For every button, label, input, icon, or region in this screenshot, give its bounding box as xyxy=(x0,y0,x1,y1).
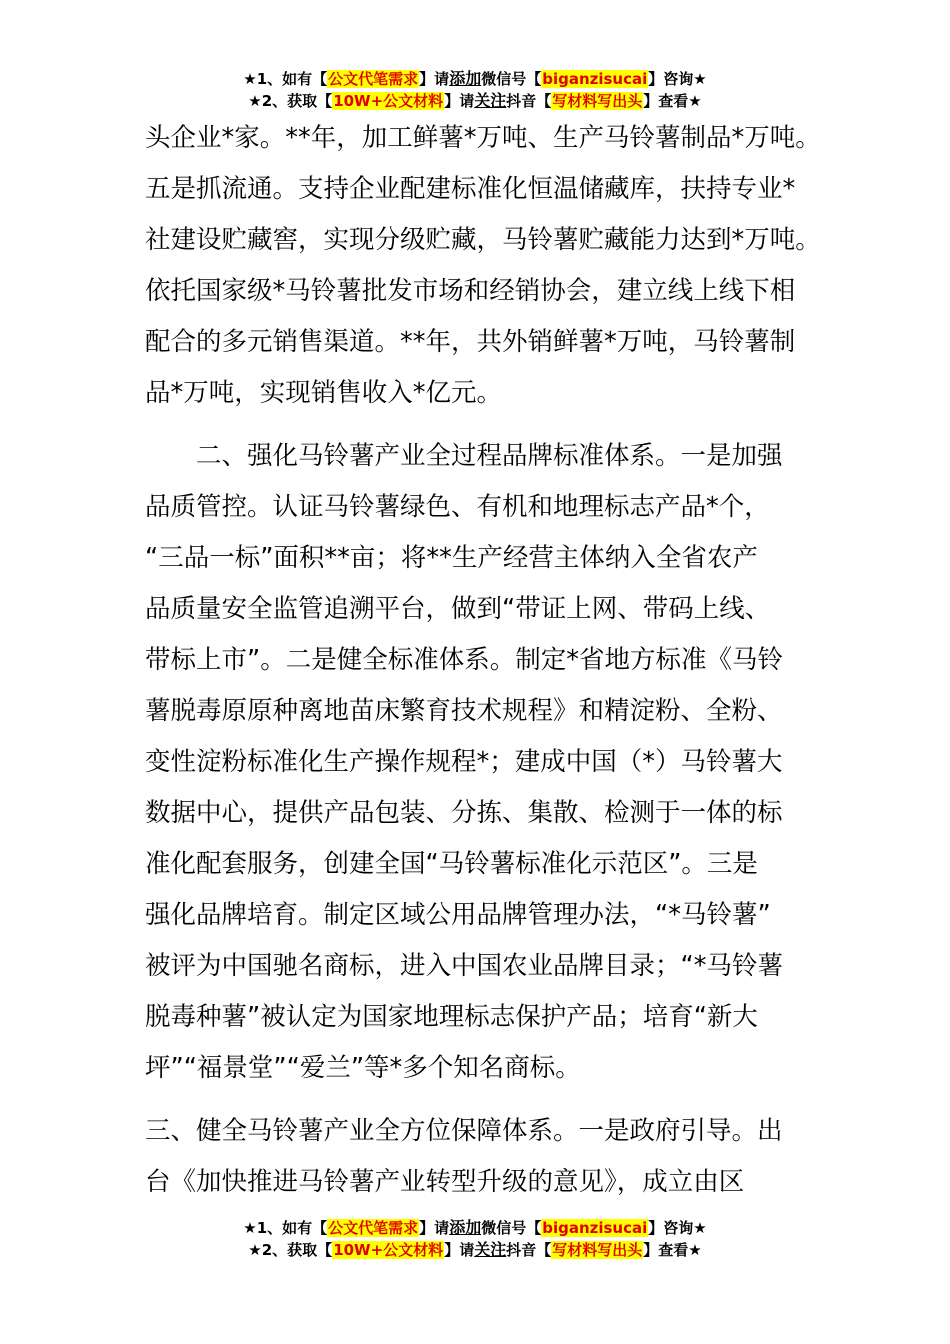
body-line: 社建设贮藏窖，实现分级贮藏，马铃薯贮藏能力达到*万吨。 xyxy=(145,225,821,255)
body-line: 配合的多元销售渠道。**年，共外销鲜薯*万吨，马铃薯制 xyxy=(145,327,796,357)
banner-text: 】查看★ xyxy=(643,92,702,110)
banner-line-2 xyxy=(0,90,950,112)
banner-text: ★1、如有【 xyxy=(243,70,328,88)
body-line: “三品一标”面积**亩；将**生产经营主体纳入全省农产 xyxy=(145,543,758,573)
banner-text: 】查看★ xyxy=(643,1241,702,1259)
banner-line-1 xyxy=(0,68,950,90)
body-line: 品质量安全监管追溯平台，做到“带证上网、带码上线、 xyxy=(145,594,771,624)
body-line: 准化配套服务，创建全国“马铃薯标准化示范区”。三是 xyxy=(145,849,758,879)
banner-text: ★2、获取【 xyxy=(248,92,333,110)
body-line: 薯脱毒原原种离地苗床繁育技术规程》和精淀粉、全粉、 xyxy=(145,696,783,726)
banner-underlined: 关注 xyxy=(474,1240,507,1259)
banner-douyin-id: 写材料写出头 xyxy=(552,92,643,110)
body-line: 头企业*家。**年，加工鲜薯*万吨、生产马铃薯制品*万吨。 xyxy=(145,123,821,153)
banner-text: 微信号【 xyxy=(481,70,542,88)
banner-highlight: 10W+公文材料 xyxy=(333,92,444,110)
body-line: 依托国家级*马铃薯批发市场和经销协会，建立线上线下相 xyxy=(145,276,796,306)
banner-wechat-id: biganzisucai xyxy=(542,1219,648,1237)
body-line: 品*万吨，实现销售收入*亿元。 xyxy=(145,378,503,408)
banner-text: 】请 xyxy=(444,1241,475,1259)
body-line: 品质管控。认证马铃薯绿色、有机和地理标志产品*个， xyxy=(145,492,770,522)
banner-highlight: 公文代笔需求 xyxy=(328,70,419,88)
banner-text: 微信号【 xyxy=(481,1219,542,1237)
banner-text: 抖音【 xyxy=(506,1241,552,1259)
banner-line-2 xyxy=(0,1239,950,1261)
banner-text: 】咨询★ xyxy=(648,70,707,88)
banner-underlined: 添加 xyxy=(449,1218,482,1237)
footer-banner xyxy=(0,1217,950,1261)
section-heading-2: 二、强化马铃薯产业全过程品牌标准体系。一是加强 xyxy=(196,441,783,471)
document-body xyxy=(145,113,825,1208)
banner-highlight: 10W+公文材料 xyxy=(333,1241,444,1259)
body-line: 被评为中国驰名商标，进入中国农业品牌目录；“*马铃薯 xyxy=(145,951,783,981)
body-line: 带标上市”。二是健全标准体系。制定*省地方标准《马铃 xyxy=(145,645,783,675)
body-line: 脱毒种薯”被认定为国家地理标志保护产品；培育“新大 xyxy=(145,1002,758,1032)
banner-text: ★1、如有【 xyxy=(243,1219,328,1237)
banner-douyin-id: 写材料写出头 xyxy=(552,1241,643,1259)
body-line: 强化品牌培育。制定区域公用品牌管理办法，“*马铃薯” xyxy=(145,900,771,930)
banner-underlined: 添加 xyxy=(449,69,482,88)
banner-underlined: 关注 xyxy=(474,91,507,110)
header-banner xyxy=(0,68,950,112)
banner-text: 】请 xyxy=(419,70,450,88)
body-line: 变性淀粉标准化生产操作规程*；建成中国（*）马铃薯大 xyxy=(145,747,783,777)
body-line: 数据中心，提供产品包装、分拣、集散、检测于一体的标 xyxy=(145,798,783,828)
banner-wechat-id: biganzisucai xyxy=(542,70,648,88)
banner-text: 】请 xyxy=(444,92,475,110)
section-heading-3: 三、健全马铃薯产业全方位保障体系。一是政府引导。出 xyxy=(145,1116,783,1146)
banner-text: 】咨询★ xyxy=(648,1219,707,1237)
banner-highlight: 公文代笔需求 xyxy=(328,1219,419,1237)
body-line: 五是抓流通。支持企业配建标准化恒温储藏库，扶持专业* xyxy=(145,174,796,204)
body-line: 台《加快推进马铃薯产业转型升级的意见》，成立由区 xyxy=(145,1167,745,1197)
banner-text: 抖音【 xyxy=(506,92,552,110)
banner-text: 】请 xyxy=(419,1219,450,1237)
body-line: 坪”“福景堂”“爱兰”等*多个知名商标。 xyxy=(145,1053,581,1083)
banner-line-1 xyxy=(0,1217,950,1239)
banner-text: ★2、获取【 xyxy=(248,1241,333,1259)
